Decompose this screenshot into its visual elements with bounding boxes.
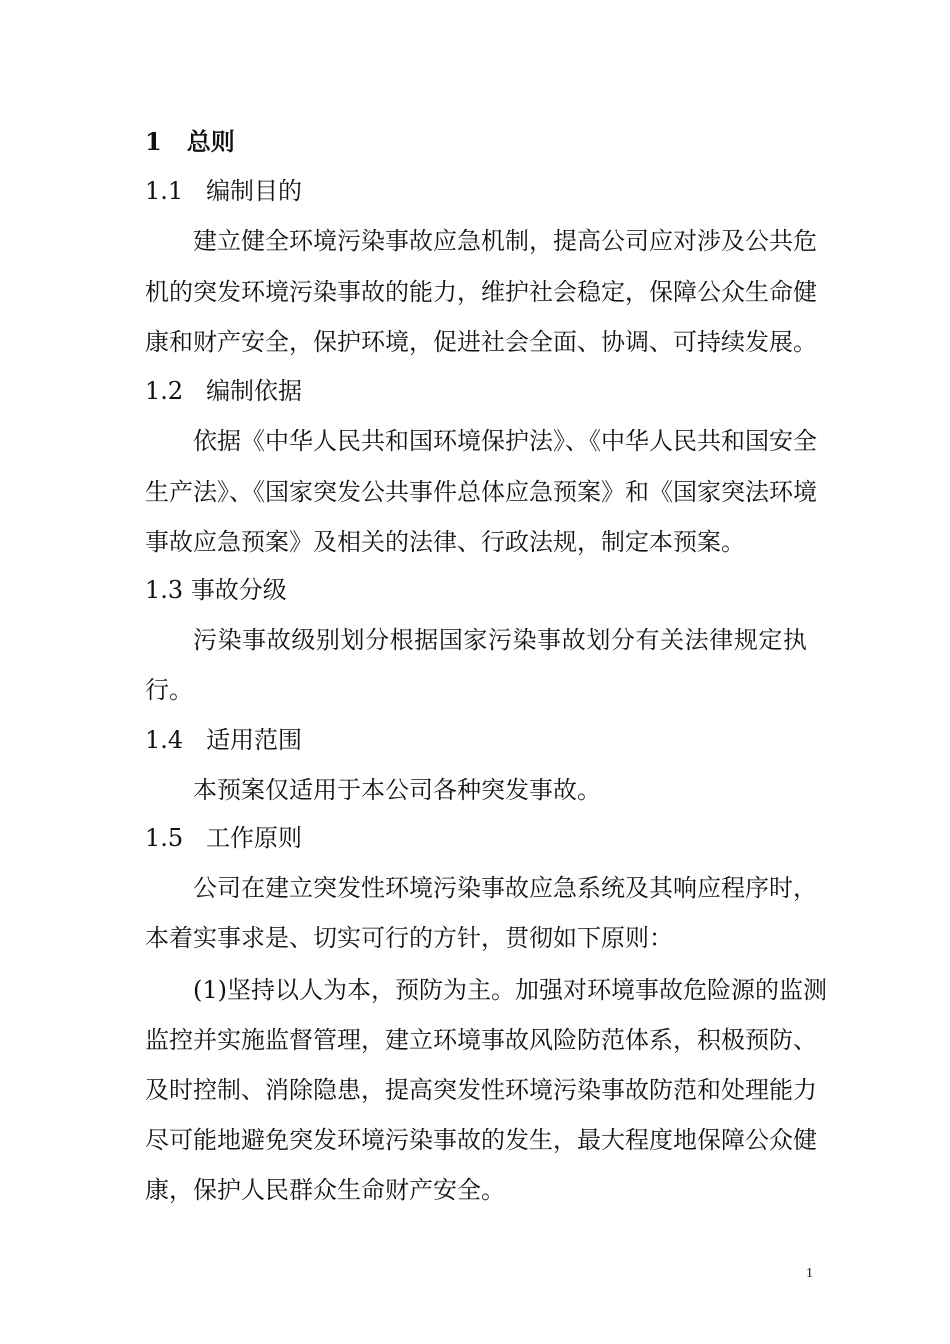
section-number: 1.2 bbox=[145, 377, 184, 405]
paragraph-line: 依据《中华人民共和国环境保护法》、《中华人民共和国安全 bbox=[193, 427, 817, 455]
page-number: 1 bbox=[806, 1266, 813, 1281]
section-heading bbox=[145, 176, 807, 206]
paragraph-line: (1)坚持以人为本，预防为主。加强对环境事故危险源的监测 bbox=[193, 976, 827, 1004]
paragraph-line: 机的突发环境污染事故的能力，维护社会稳定，保障公众生命健 bbox=[145, 278, 817, 306]
section-heading bbox=[145, 575, 807, 605]
section-number: 1.3 bbox=[145, 576, 184, 604]
paragraph-line: 及时控制、消除隐患，提高突发性环境污染事故防范和处理能力 bbox=[145, 1076, 817, 1104]
section-number: 1.5 bbox=[145, 824, 184, 852]
chapter-number: 1 bbox=[145, 127, 162, 156]
section-title: 工作原则 bbox=[206, 824, 303, 852]
paragraph-line: 监控并实施监督管理，建立环境事故风险防范体系，积极预防、 bbox=[145, 1026, 817, 1054]
section-number: 1.1 bbox=[145, 177, 184, 205]
section-number: 1.4 bbox=[145, 726, 184, 754]
paragraph-line: 康，保护人民群众生命财产安全。 bbox=[145, 1176, 505, 1204]
paragraph-line: 事故应急预案》及相关的法律、行政法规，制定本预案。 bbox=[145, 528, 745, 556]
paragraph-line: 本预案仅适用于本公司各种突发事故。 bbox=[193, 776, 601, 804]
section-title: 事故分级 bbox=[190, 576, 287, 604]
paragraph-line: 尽可能地避免突发环境污染事故的发生，最大程度地保障公众健 bbox=[145, 1126, 817, 1154]
paragraph-line: 本着实事求是、切实可行的方针，贯彻如下原则： bbox=[145, 924, 673, 952]
paragraph-line: 建立健全环境污染事故应急机制，提高公司应对涉及公共危 bbox=[193, 227, 817, 255]
chapter-title: 总则 bbox=[186, 127, 235, 156]
section-heading bbox=[145, 823, 807, 853]
paragraph-line: 污染事故级别划分根据国家污染事故划分有关法律规定执 bbox=[193, 626, 807, 654]
paragraph-line: 生产法》、《国家突发公共事件总体应急预案》和《国家突法环境 bbox=[145, 478, 817, 506]
chapter-heading bbox=[145, 127, 807, 157]
section-title: 编制目的 bbox=[206, 177, 303, 205]
paragraph-line: 行。 bbox=[145, 676, 193, 704]
paragraph-line: 公司在建立突发性环境污染事故应急系统及其响应程序时， bbox=[193, 874, 817, 902]
paragraph-line: 康和财产安全，保护环境，促进社会全面、协调、可持续发展。 bbox=[145, 328, 817, 356]
section-title: 适用范围 bbox=[206, 726, 303, 754]
section-heading bbox=[145, 376, 807, 406]
section-title: 编制依据 bbox=[206, 377, 303, 405]
section-heading bbox=[145, 725, 807, 755]
